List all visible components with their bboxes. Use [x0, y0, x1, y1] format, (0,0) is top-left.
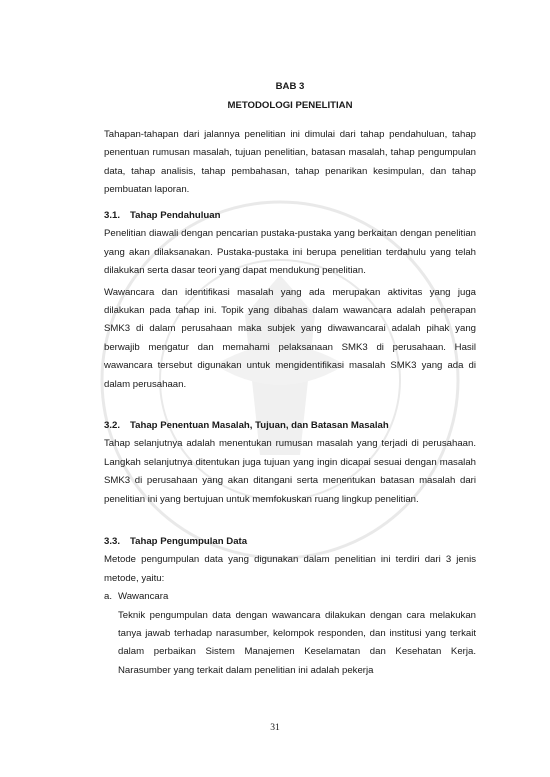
chapter-title: METODOLOGI PENELITIAN	[227, 100, 353, 111]
section-heading-3-1	[104, 207, 476, 225]
list-marker: a.	[104, 591, 113, 603]
section-number: 3.2.	[104, 420, 121, 431]
list-item-title: Wawancara	[118, 591, 169, 603]
section-heading-3-3	[104, 533, 476, 551]
section-title: Tahap Pengumpulan Data	[130, 536, 248, 547]
page-number: 31	[270, 722, 280, 733]
chapter-label: BAB 3	[275, 81, 305, 92]
section-number: 3.1.	[104, 210, 121, 221]
section-title: Tahap Pendahuluan	[130, 210, 221, 221]
section-3-2-paragraph-1: Tahap selanjutnya adalah menentukan rumusan masalah yang terjadi di perusahaan. Langkah selanjutnya ditentukan juga tujuan yang ingin dicapai sesuai dengan masalah SMK3 di perusahaan yang akan ditangani serta menentukan batasan masalah dari penelitian ini yang bertujuan untuk memfokuskan ruang lingkup penelitian.	[104, 438, 476, 505]
section-title: Tahap Penentuan Masalah, Tujuan, dan Batasan Masalah	[130, 420, 389, 431]
list-item-a	[104, 588, 476, 606]
intro-paragraph: Tahapan-tahapan dari jalannya penelitian ini dimulai dari tahap pendahuluan, tahap penentuan rumusan masalah, tujuan penelitian, batasan masalah, tahap pengumpulan data, tahap analisis, tahap pembahasan, tahap penarikan kesimpulan, dan tahap pembuatan laporan.	[104, 129, 476, 196]
section-3-1-paragraph-1: Penelitian diawali dengan pencarian pustaka-pustaka yang berkaitan dengan penelitian yang akan dilaksanakan. Pustaka-pustaka ini berupa penelitian terdahulu yang telah dilakukan serta dasar teori yang dapat mendukung penelitian.	[104, 228, 476, 277]
section-number: 3.3.	[104, 536, 121, 547]
list-item-a-text: Teknik pengumpulan data dengan wawancara dilakukan dengan cara melakukan tanya jawab terhadap narasumber, kelompok responden, dan institusi yang terkait dalam perbaikan Sistem Manajemen Keselamatan dan Kesehatan Kerja. Narasumber yang terkait dalam penelitian ini adalah pekerja	[118, 609, 476, 676]
section-3-3-paragraph-1: Metode pengumpulan data yang digunakan dalam penelitian ini terdiri dari 3 jenis metode, yaitu:	[104, 554, 476, 584]
section-3-1-paragraph-2: Wawancara dan identifikasi masalah yang ada merupakan aktivitas yang juga dilakukan pada tahap ini. Topik yang dibahas dalam wawancara adalah penerapan SMK3 di dalam perusahaan maka subjek yang diwawancarai adalah pihak yang berwajib mengatur dan memahami pelaksanaan SMK3 di perusahaan. Hasil wawancara tersebut digunakan untuk mengidentifikasi masalah SMK3 yang ada di dalam perusahaan.	[104, 286, 476, 390]
section-heading-3-2	[104, 417, 476, 435]
